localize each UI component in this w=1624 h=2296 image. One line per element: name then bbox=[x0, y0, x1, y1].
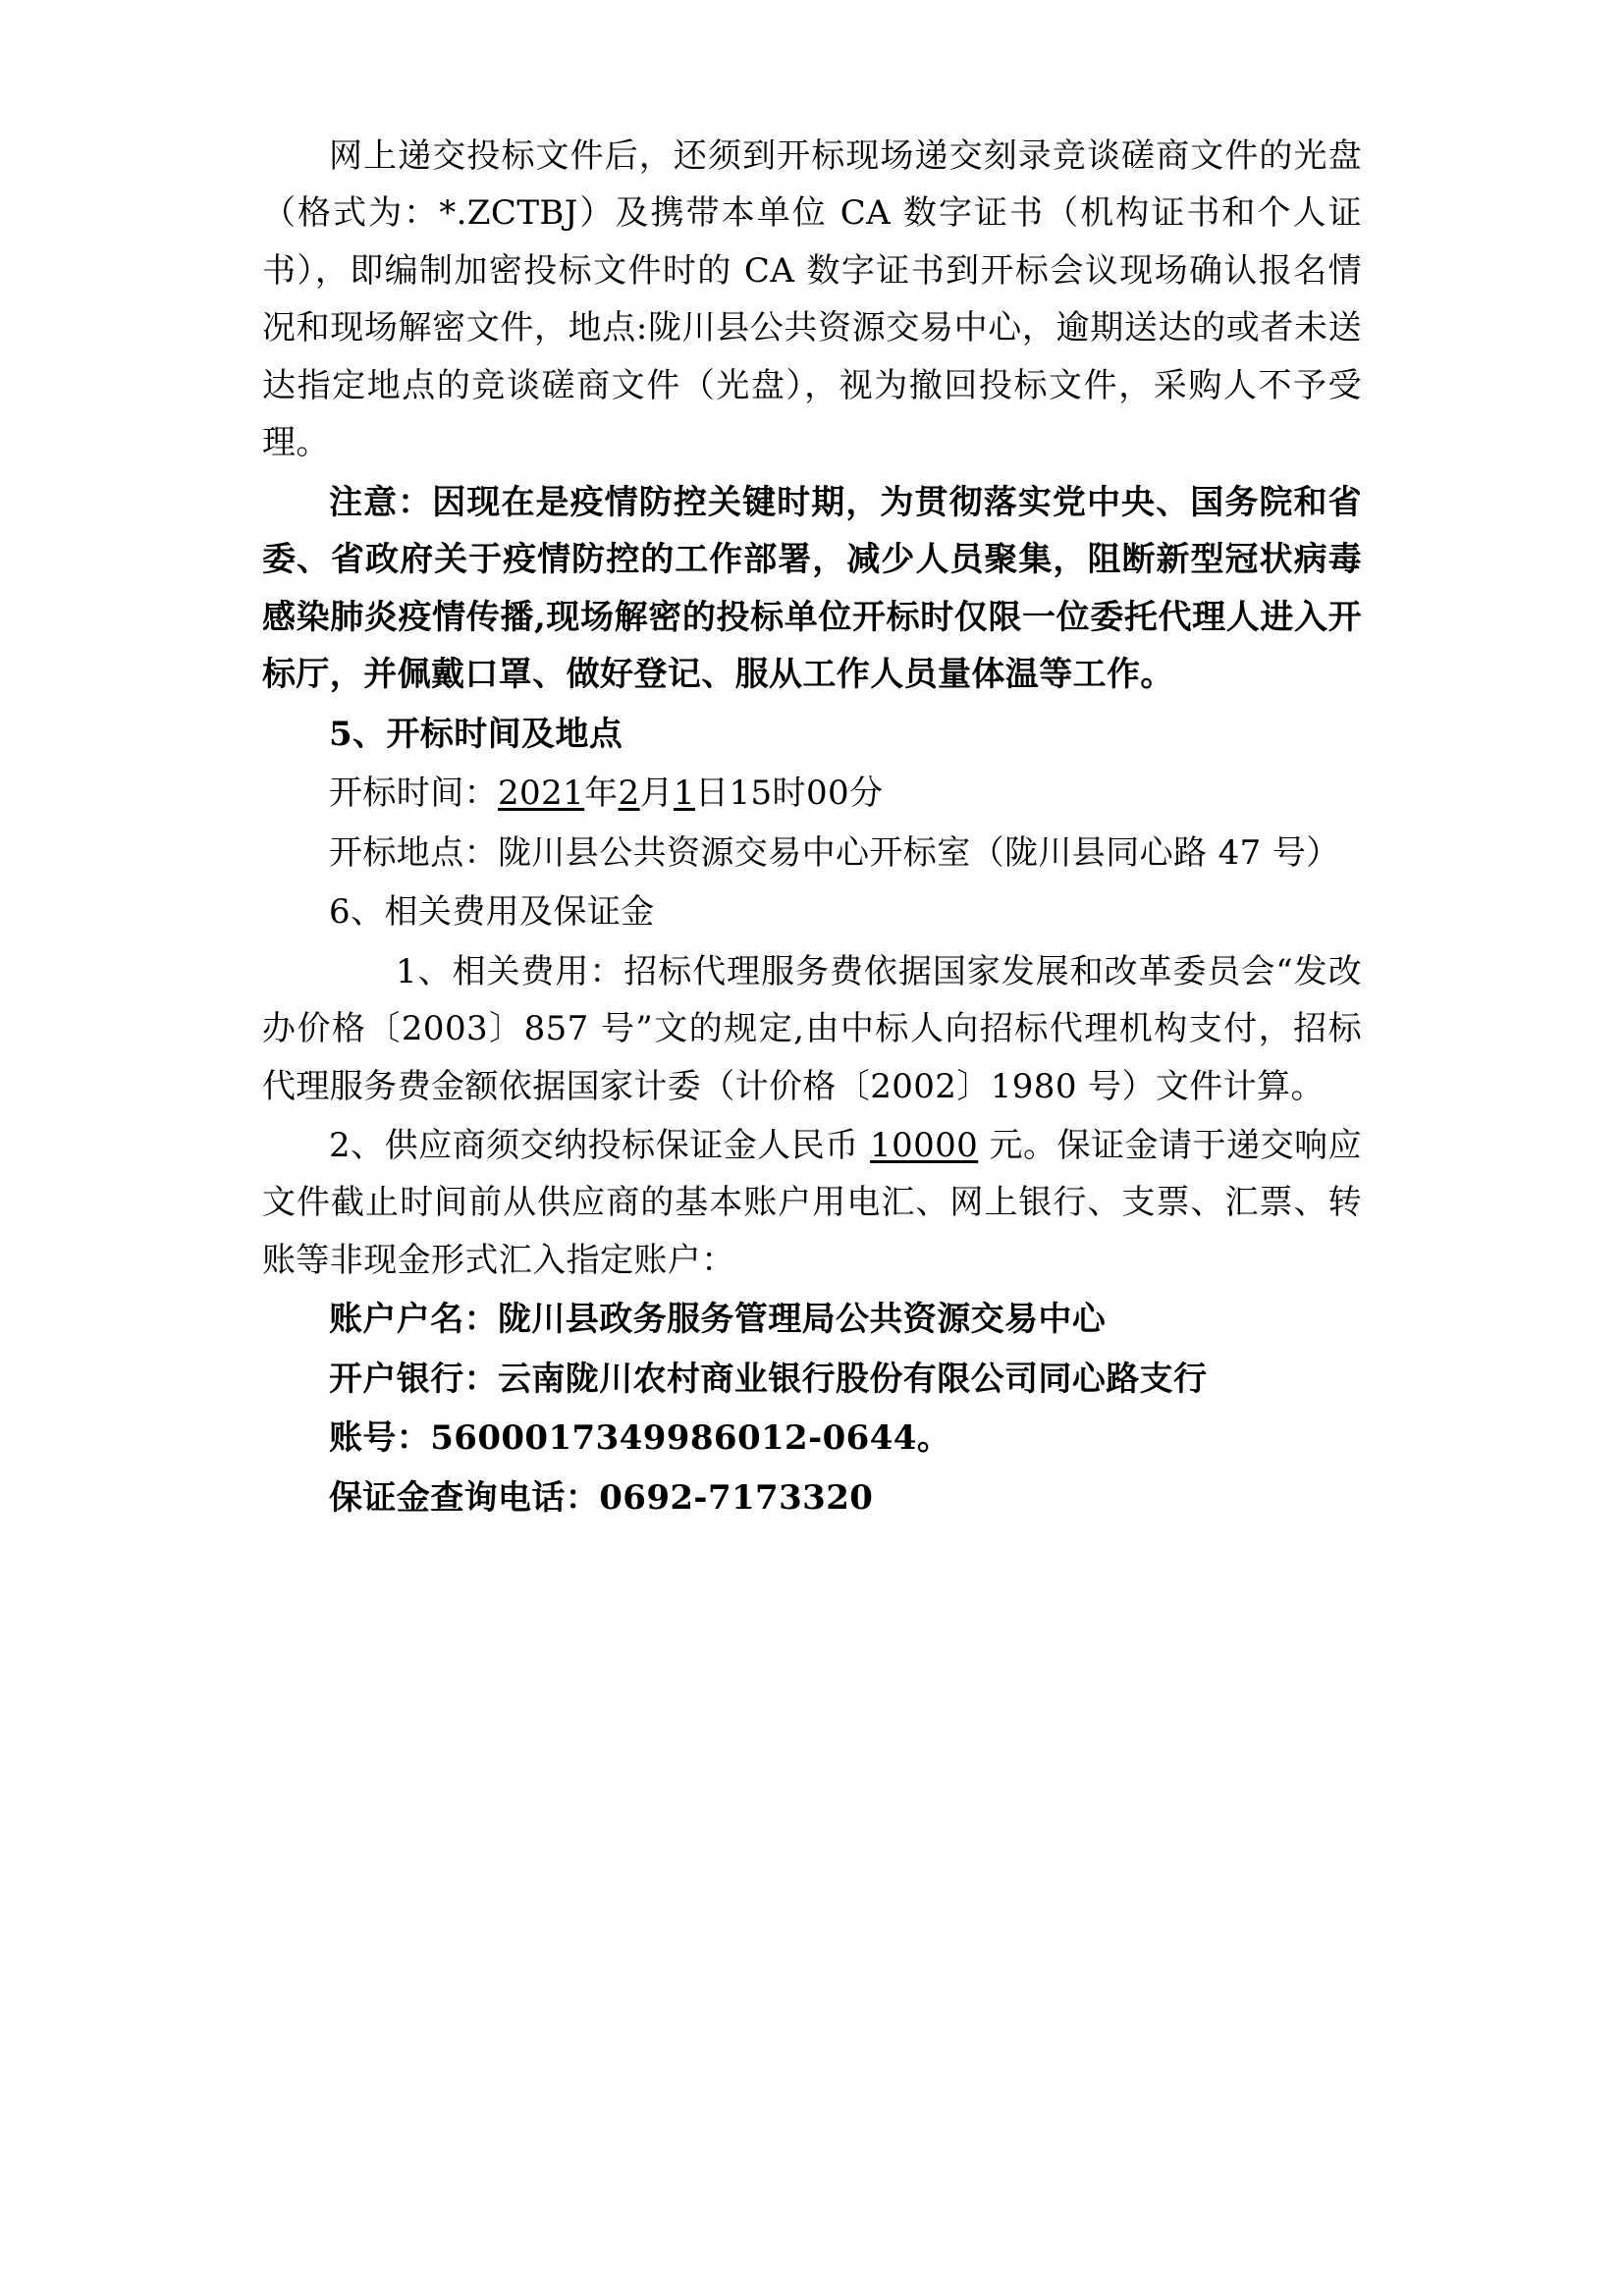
bid-time-day: 1 bbox=[674, 774, 696, 814]
bid-time-label: 开标时间： bbox=[329, 774, 498, 814]
account-bank-value: 云南陇川农村商业银行股份有限公司同心路支行 bbox=[498, 1359, 1208, 1399]
bond-text-suffix: 元。保证金请于递交响应文件截止时间前从供应商的基本账户用电汇、网上银行、支票、汇票、转账等非现金形式汇入指定账户： bbox=[262, 1125, 1362, 1280]
bid-open-place-line: 开标地点：陇川县公共资源交易中心开标室（陇川县同心路 47 号） bbox=[329, 832, 1340, 873]
account-bank-line bbox=[262, 1351, 1362, 1408]
bid-time-month-unit: 月 bbox=[639, 774, 674, 814]
bond-phone-label: 保证金查询电话： bbox=[329, 1477, 600, 1518]
paragraph-agency-fee: 1、相关费用：招标代理服务费依据国家发展和改革委员会“发改办价格〔2003〕857 号”文的规定,由中标人向招标代理机构支付，招标代理服务费金额依据国家计委（计价格〔2002〕1980 号）文件计算。 bbox=[262, 951, 1362, 1106]
bond-text-prefix: 2、供应商须交纳投标保证金人民币 bbox=[329, 1125, 871, 1165]
account-name-value: 陇川县政务服务管理局公共资源交易中心 bbox=[498, 1300, 1107, 1340]
bond-amount: 10000 bbox=[870, 1125, 979, 1165]
account-name-label: 账户户名： bbox=[329, 1300, 498, 1340]
bid-time-year: 2021 bbox=[498, 774, 585, 814]
account-number-line bbox=[262, 1410, 1362, 1467]
paragraph-epidemic-notice: 注意：因现在是疫情防控关键时期，为贯彻落实党中央、国务院和省委、省政府关于疫情防控的工作部署，减少人员聚集，阻断新型冠状病毒感染肺炎疫情传播,现场解密的投标单位开标时仅限一位委托代理人进入开标厅，并佩戴口罩、做好登记、服从工作人员量体温等工作。 bbox=[262, 482, 1362, 695]
heading-section-5: 5、开标时间及地点 bbox=[329, 714, 623, 754]
bid-time-minute-unit: 分 bbox=[849, 774, 884, 814]
bid-time-month: 2 bbox=[618, 774, 640, 814]
account-bank-label: 开户银行： bbox=[329, 1359, 498, 1399]
bid-open-time-line bbox=[262, 765, 1362, 822]
account-name-line bbox=[262, 1291, 1362, 1348]
bid-time-hour: 15 bbox=[729, 774, 773, 814]
paragraph-bid-bond bbox=[262, 1117, 1362, 1289]
bid-time-hour-unit: 时 bbox=[772, 774, 806, 814]
paragraph-online-submission: 网上递交投标文件后，还须到开标现场递交刻录竞谈磋商文件的光盘（格式为：*.ZCTBJ）及携带本单位 CA 数字证书（机构证书和个人证书），即编制加密投标文件时的 CA 数字证书到开标会议现场确认报名情况和现场解密文件，地点:陇川县公共资源交易中心，逾期送达的或者未送达指定地点的竞谈磋商文件（光盘），视为撤回投标文件，采购人不予受理。 bbox=[262, 136, 1362, 463]
bid-time-year-unit: 年 bbox=[584, 774, 619, 814]
bond-phone-line bbox=[262, 1469, 1362, 1526]
bid-time-minute: 00 bbox=[805, 774, 850, 814]
account-number-value: 5600017349986012-0644。 bbox=[430, 1418, 951, 1459]
bid-time-day-unit: 日 bbox=[695, 774, 730, 814]
account-number-label: 账号： bbox=[329, 1418, 431, 1459]
document-body bbox=[262, 128, 1362, 1526]
heading-section-6: 6、相关费用及保证金 bbox=[329, 892, 655, 933]
bond-phone-value: 0692-7173320 bbox=[599, 1477, 874, 1518]
